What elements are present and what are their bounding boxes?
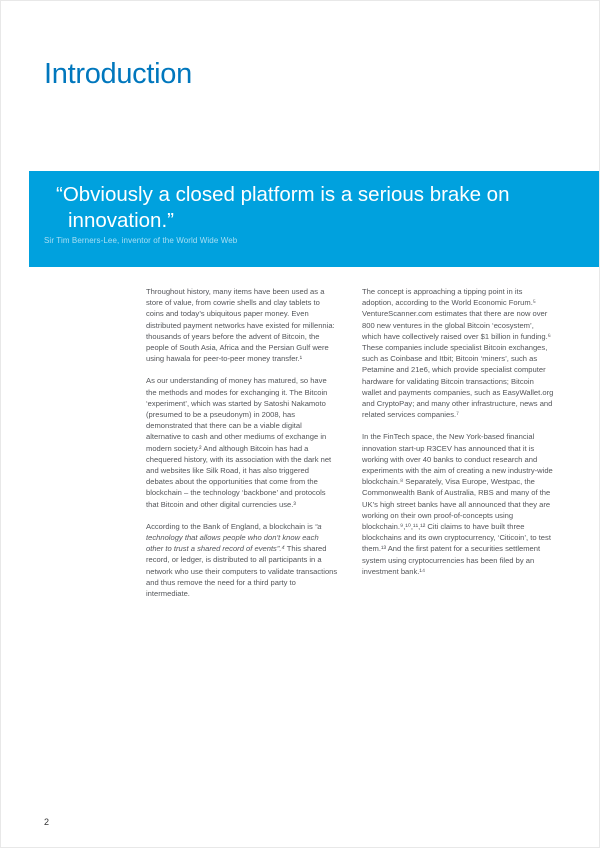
quote-text: “Obviously a closed platform is a serious brake on innovation.” bbox=[56, 183, 510, 232]
paragraph-bank-of-england bbox=[146, 521, 338, 599]
paragraph-text: According to the Bank of England, a blockchain is bbox=[146, 521, 315, 531]
paragraph-fintech: In the FinTech space, the New York-based financial innovation start-up R3CEV has announced that it is working with over 40 banks to conduct research and experiments with the aim of creating a new industry-wide blockchain.⁸ Separately, Visa Europe, Westpac, the Commonwealth Bank of Australia, RBS and many of the UK’s high street banks have all announced that they are working on their own proof-of-concepts using blockchain.⁹,¹⁰,¹¹,¹² Citi claims to have built three blockchains and its own cryptocurrency, ‘Citicoin’, to test them.¹³ And the first patent for a securities settlement system using cryptocurrencies has been filed by an investment bank.¹⁴ bbox=[362, 432, 553, 576]
quote-banner bbox=[29, 171, 599, 267]
right-column bbox=[362, 286, 554, 610]
page-number: 2 bbox=[44, 817, 50, 827]
quote-attribution: Sir Tim Berners-Lee, inventor of the World Wide Web bbox=[44, 236, 238, 245]
paragraph-text: This shared record, or ledger, is distributed to all participants in a network who use their computers to validate transactions and thus remove the need for a third party to intermediate. bbox=[146, 544, 338, 599]
paragraph-tipping-point: The concept is approaching a tipping point in its adoption, according to the World Economic Forum.⁵ VentureScanner.com estimates that there are now over 800 new ventures in the global Bitcoin ‘ecosystem’, which have collectively raised over $1 billion in funding.⁶ These companies include specialist Bitcoin exchanges, such as Coinbase and Itbit; Bitcoin ‘miners’, such as Petamine and 21e6, which provide specialist computer hardware for validating Bitcoin transactions; Bitcoin wallet and payments companies, such as EasyWallet.org and CryptoPay; and many other infrastructure, news and related services companies.⁷ bbox=[362, 287, 554, 420]
left-column bbox=[146, 286, 338, 610]
inline-quote-text: “a technology that allows people who don’t know each other to trust a shared record of events”.⁴ bbox=[146, 521, 322, 554]
paragraph-history: Throughout history, many items have been used as a store of value, from cowrie shells and clay tablets to coins and today’s ubiquitous paper money. Even distributed payment networks have existed for millennia: thousands of years before the advent of Bitcoin, the people of South Asia, Africa and the Persian Gulf were using hawala for peer-to-peer money transfer.¹ bbox=[146, 287, 335, 364]
body-columns bbox=[146, 286, 554, 610]
paragraph-bitcoin-experiment: As our understanding of money has matured, so have the methods and modes for exchanging it. The Bitcoin ‘experiment’, which was started by Satoshi Nakamoto (presumed to be a pseudonym) in 2008, has demonstrated that there can be a viable digital alternative to cash and other mediums of exchange in modern society.² And although Bitcoin has had a chequered history, with its association with the dark net and websites like Silk Road, it has also triggered debates about the opportunities that come from the blockchain – the technology ‘backbone’ and protocols that Bitcoin and other digital currencies use.³ bbox=[146, 376, 332, 509]
page-title: Introduction bbox=[44, 58, 192, 91]
